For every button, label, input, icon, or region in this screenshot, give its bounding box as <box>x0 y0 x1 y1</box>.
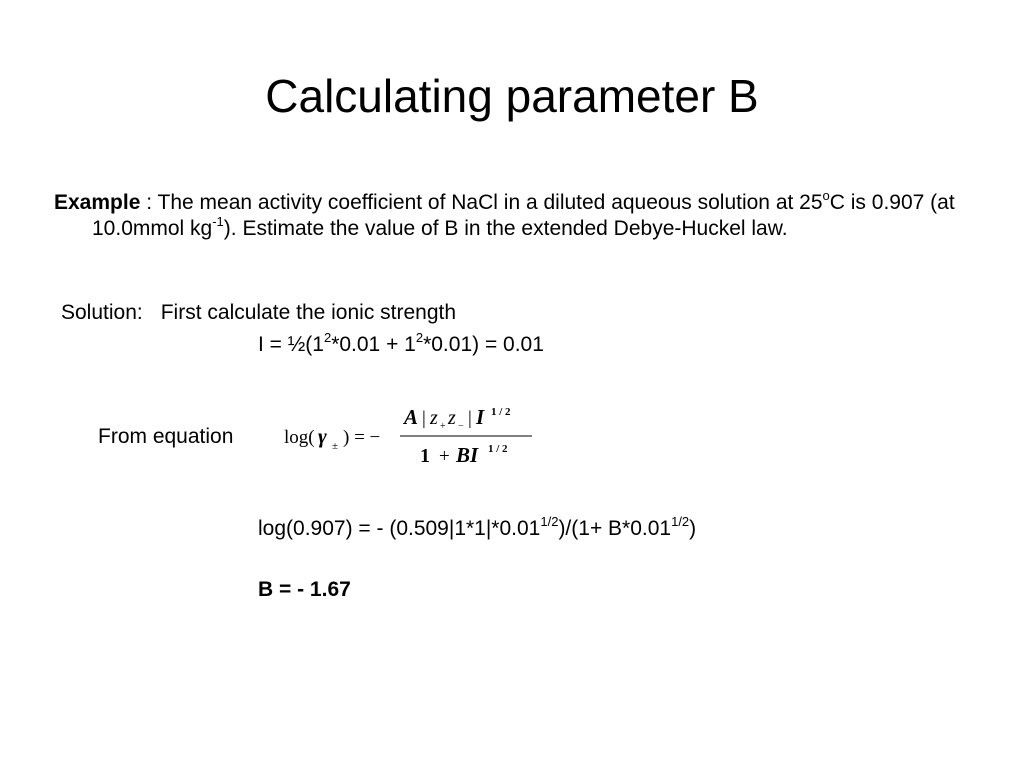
example-text-1: : The mean activity coefficient of NaCl in a diluted aqueous solution at 25 <box>140 191 823 214</box>
eq-den-BI: BI <box>456 443 479 467</box>
log-sup-1: 1/2 <box>540 514 559 529</box>
eq-den-plus: + <box>439 446 450 467</box>
eq-gamma: γ <box>318 424 327 448</box>
eq-den-one: 1 <box>420 445 430 467</box>
from-equation-label: From equation <box>98 425 234 448</box>
log-text-2: )/(1+ B*0.01 <box>558 517 672 540</box>
eq-rhs-open: ) = − <box>343 427 381 448</box>
eq-num-exp: 1 / 2 <box>491 406 511 418</box>
equation-svg <box>282 398 542 474</box>
eq-num-bar-open: | <box>422 408 426 429</box>
eq-num-I: I <box>476 405 485 429</box>
minus-one-sup: -1 <box>212 214 224 229</box>
eq-num-z1-sub: + <box>440 421 446 432</box>
log-sup-2: 1/2 <box>671 514 690 529</box>
solution-label: Solution: <box>61 301 143 324</box>
example-text-2: C is 0.907 (at 10.0mmol kg <box>92 191 955 240</box>
eq-den-exp: 1 / 2 <box>488 443 508 455</box>
degree-sup: o <box>822 188 830 203</box>
eq-num-z2: z <box>448 407 456 429</box>
log-calculation-line <box>258 516 696 542</box>
ionic-text-2: *0.01 + 1 <box>331 333 416 356</box>
log-text-3: ) <box>689 517 697 540</box>
ionic-sup-1: 2 <box>323 330 332 345</box>
eq-num-A: A <box>404 405 419 429</box>
eq-pm: ± <box>332 440 339 452</box>
result-line: B = - 1.67 <box>258 578 351 601</box>
example-paragraph <box>54 190 1022 242</box>
log-text-1: log(0.907) = - (0.509|1*1|*0.01 <box>258 517 541 540</box>
ionic-sup-2: 2 <box>415 330 424 345</box>
eq-num-z2-sub: − <box>458 421 464 432</box>
eq-num-bar-close: | <box>468 408 472 429</box>
example-label: Example <box>54 191 141 214</box>
ionic-text-1: I = ½(1 <box>258 333 324 356</box>
eq-lhs: log( <box>284 427 315 448</box>
example-text-3: ). Estimate the value of B in the extended Debye-Huckel law. <box>223 217 788 240</box>
ionic-strength-line <box>258 332 544 358</box>
ionic-text-3: *0.01) = 0.01 <box>423 333 544 356</box>
eq-num-z1: z <box>430 407 438 429</box>
slide-title: Calculating parameter B <box>265 70 759 122</box>
solution-line <box>61 300 456 326</box>
debye-huckel-equation <box>282 398 542 474</box>
solution-text: First calculate the ionic strength <box>160 301 457 324</box>
